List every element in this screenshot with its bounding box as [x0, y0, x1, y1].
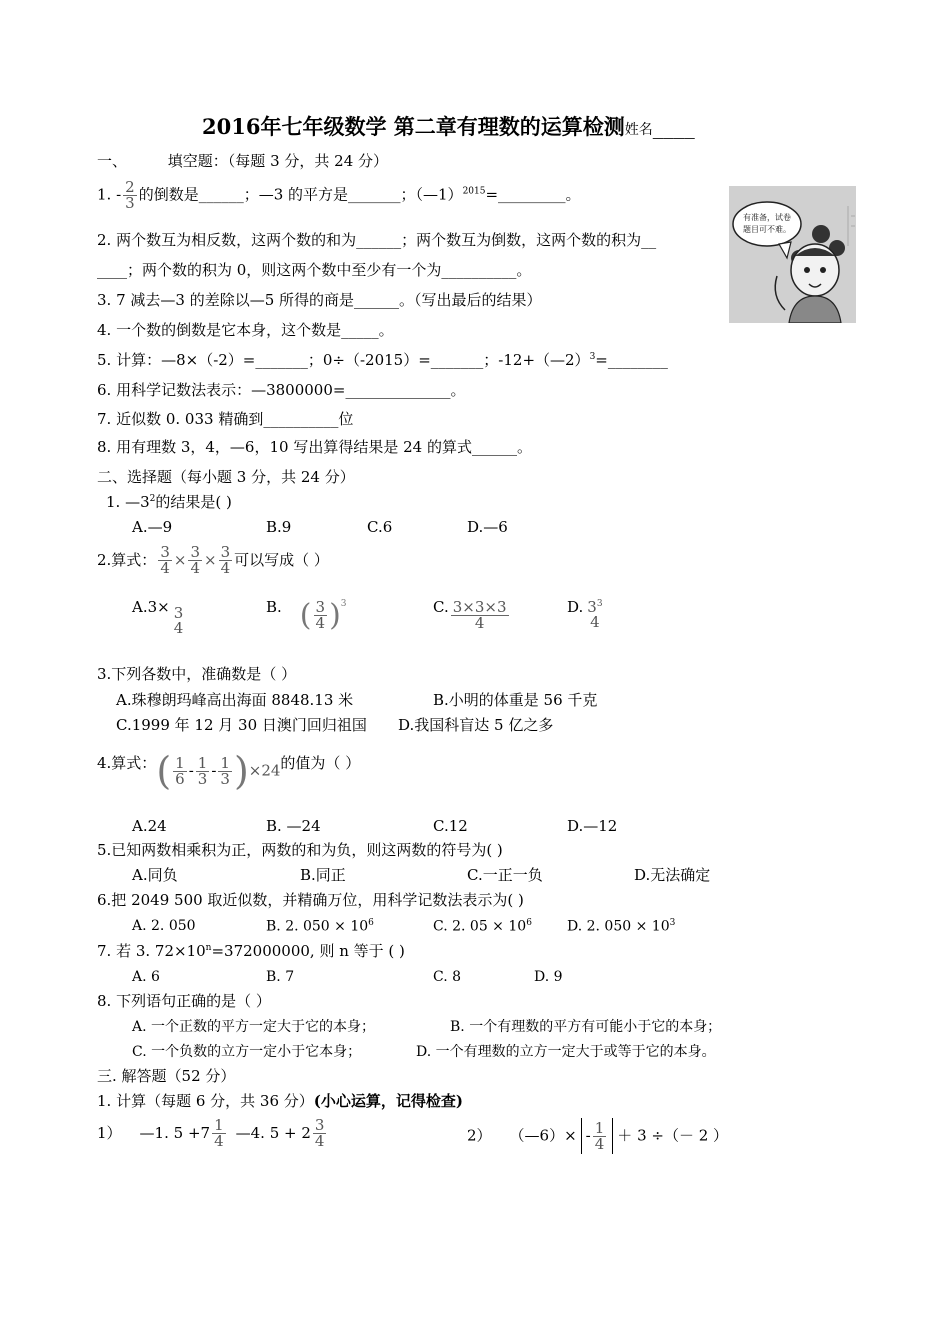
- right-paren-icon: ): [233, 749, 249, 793]
- s2q2-b-exp: 3: [340, 599, 347, 609]
- s2q2-f2-num: 3: [190, 543, 200, 561]
- s2q2-frac-1: [158, 545, 172, 576]
- s3p2-term-1: （—6）×: [509, 1126, 577, 1145]
- q5-text-b: =________: [595, 351, 668, 369]
- s3p1-m2-den: 4: [314, 1132, 325, 1150]
- s2q4-option-c[interactable]: C.12: [433, 817, 468, 835]
- s2q2-b-label: B.: [266, 598, 282, 616]
- s2-question-2: [97, 545, 329, 576]
- s2q2-a-num: 3: [173, 604, 184, 622]
- s2q2-d-exp: 3: [596, 599, 603, 609]
- s3-sub-emphasis: (小心运算，记得检查): [313, 1092, 463, 1110]
- s2q2-option-c[interactable]: [433, 600, 511, 631]
- s2q6-d-exp: 3: [669, 918, 676, 928]
- s3p2-label: 2）: [467, 1126, 492, 1145]
- s2q2-times-1: ×: [173, 551, 187, 569]
- s3-sub-text: 1. 计算（每题 6 分，共 36 分）: [97, 1092, 314, 1110]
- s1-question-5: [97, 353, 668, 368]
- title-text: 2016年七年级数学 第二章有理数的运算检测: [202, 114, 625, 139]
- cartoon-image: [729, 186, 856, 323]
- s2-question-5: 5.已知两数相乘积为正，两数的和为负，则这两数的符号为( ): [97, 841, 503, 859]
- s3p1-label: 1）: [97, 1124, 122, 1142]
- s2q2-d-den: 4: [590, 613, 600, 631]
- s3p2-f-num: 1: [594, 1118, 605, 1137]
- s2-question-1: [106, 495, 232, 510]
- s2q1-text-b: 的结果是( ): [155, 493, 232, 511]
- q1-text-a: 的倒数是______；—3 的平方是_______；（—1）: [138, 185, 463, 204]
- s2q4-minus-2: -: [211, 761, 217, 780]
- s2q7-exp: n: [205, 943, 212, 953]
- s2q2-c-label: C.: [433, 598, 449, 616]
- section1-title: 填空题：（每题 3 分，共 24 分）: [167, 152, 389, 170]
- s2q4-option-a[interactable]: A.24: [132, 817, 167, 835]
- s2q6-c-exp: 6: [526, 918, 532, 928]
- s3p2-minus: -: [585, 1126, 591, 1145]
- s1-question-2-line1: 2. 两个数互为相反数，这两个数的和为______；两个数互为倒数，这两个数的积为__: [97, 231, 657, 249]
- s3-problem-1: [97, 1118, 328, 1149]
- right-paren-icon: ): [329, 597, 341, 633]
- section2-heading: 二、选择题（每小题 3 分，共 24 分）: [97, 468, 355, 486]
- cartoon-girl-icon: [729, 186, 856, 323]
- s1-question-4: 4. 一个数的倒数是它本身，这个数是_____。: [97, 321, 394, 339]
- s3p2-term-2: ＋ 3 ÷（－ 2 ）: [617, 1126, 729, 1145]
- s2q4-option-d[interactable]: D.—12: [567, 817, 618, 835]
- s2q2-option-b[interactable]: [266, 597, 347, 633]
- q5-exponent: 3: [589, 352, 596, 362]
- s2q2-c-num: 3×3×3: [452, 598, 507, 616]
- cartoon-speech-1: 有准备，试卷: [743, 213, 791, 222]
- s2q2-f3-num: 3: [220, 543, 231, 561]
- q1-exponent: 2015: [462, 186, 486, 197]
- abs-bar-left-icon: [581, 1118, 582, 1154]
- s2q4-f2-den: 3: [197, 769, 208, 788]
- q1-fraction: [123, 180, 137, 211]
- s2q2-d-frac: [585, 600, 604, 630]
- s2q2-f1-num: 3: [160, 543, 170, 561]
- s2-question-4: [97, 749, 361, 793]
- s2q2-b-frac: [314, 600, 328, 631]
- s2q6-b-exp: 6: [368, 918, 374, 928]
- s3p2-frac: [593, 1118, 607, 1153]
- q1-prefix: 1. -: [97, 185, 122, 204]
- s3p1-term-2: —4. 5 + 2: [235, 1124, 311, 1142]
- s1-question-7: 7. 近似数 0. 033 精确到__________位: [97, 410, 354, 428]
- page-title: [202, 116, 695, 138]
- s2q3-option-a[interactable]: A.珠穆朗玛峰高出海面 8848.13 米: [116, 691, 354, 709]
- s2q1-option-d[interactable]: D.—6: [467, 518, 508, 536]
- s2-question-8: 8. 下列语句正确的是（ ）: [97, 992, 271, 1010]
- s3-subheading: [97, 1094, 463, 1109]
- left-paren-icon: (: [299, 597, 312, 633]
- s2q2-frac-2: [188, 545, 202, 576]
- s2q4-f1-num: 1: [175, 753, 185, 772]
- s2-question-7: [97, 944, 405, 959]
- s2q4-f3-num: 1: [220, 753, 230, 772]
- s2q4-f2-num: 1: [197, 753, 208, 772]
- s2q4-suffix: 的值为（ ）: [280, 754, 361, 772]
- s3p1-m1-num: 1: [214, 1116, 224, 1134]
- s2q2-option-d[interactable]: [567, 600, 607, 630]
- s2q1-option-c[interactable]: C.6: [367, 518, 393, 536]
- s2q2-f2-den: 4: [190, 559, 200, 577]
- s2q7-option-b[interactable]: B. 7: [266, 969, 295, 985]
- section1-number: 一、: [97, 152, 128, 170]
- s1-question-2-line2: ____；两个数的积为 0，则这两个数中至少有一个为__________。: [97, 261, 532, 279]
- s2-question-3: 3.下列各数中，准确数是（ ）: [97, 665, 297, 683]
- s2q3-option-c[interactable]: C.1999 年 12 月 30 日澳门回归祖国: [116, 716, 367, 734]
- s2q4-frac-3: [218, 753, 232, 788]
- s2q8-option-d[interactable]: D. 一个有理数的立方一定大于或等于它的本身。: [416, 1044, 716, 1060]
- s2q7-option-a[interactable]: A. 6: [132, 969, 160, 985]
- abs-bar-right-icon: [612, 1118, 613, 1154]
- s2q4-f3-den: 3: [220, 769, 230, 788]
- s2q2-d-num: 3: [587, 598, 597, 616]
- s3p1-term-1: —1. 5 +7: [139, 1124, 211, 1142]
- s2q2-c-den: 4: [474, 614, 485, 632]
- s2q6-option-b[interactable]: [266, 919, 374, 934]
- q5-text-a: 5. 计算：—8×（-2）=_______；0÷（-2015）=_______；-12+（—2）: [97, 351, 590, 369]
- s3p1-m2-num: 3: [314, 1116, 325, 1134]
- s1-question-6: 6. 用科学记数法表示：—3800000=______________。: [97, 381, 466, 399]
- s2q2-a-label: A.3×: [132, 598, 170, 616]
- q1-frac-num: 2: [125, 178, 135, 196]
- s2q4-times24: ×24: [248, 761, 281, 780]
- s2q4-minus-1: -: [188, 761, 194, 780]
- s2q2-option-a[interactable]: [132, 600, 187, 636]
- section1-heading: [97, 154, 388, 169]
- s2q7-option-c[interactable]: C. 8: [433, 969, 462, 985]
- s2q4-frac-1: [173, 753, 187, 788]
- s2q4-f1-den: 6: [175, 769, 185, 788]
- s2q2-frac-3: [219, 545, 233, 576]
- s2q7-text-a: 7. 若 3. 72×10: [97, 942, 206, 960]
- section3-heading: 三. 解答题（52 分）: [97, 1067, 236, 1085]
- s1-question-8: 8. 用有理数 3，4，—6，10 写出算得结果是 24 的算式______。: [97, 438, 532, 456]
- s3p1-mixed-2: [313, 1118, 327, 1149]
- s2q5-option-d[interactable]: D.无法确定: [634, 866, 711, 884]
- cartoon-speech-2: 题目可不难。: [743, 225, 791, 234]
- s2q6-option-d[interactable]: [567, 919, 675, 934]
- s2q6-option-a[interactable]: [132, 919, 196, 933]
- s2q7-text-b: =372000000, 则 n 等于 ( ): [211, 942, 405, 960]
- s2q8-option-c[interactable]: C. 一个负数的立方一定小于它本身；: [132, 1044, 362, 1060]
- s2q2-suffix: 可以写成（ ）: [234, 551, 329, 569]
- s2q7-option-d[interactable]: D. 9: [534, 969, 563, 985]
- s2q2-d-label: D.: [567, 598, 584, 616]
- s2q2-f3-den: 4: [220, 559, 231, 577]
- s2q2-prefix: 2.算式：: [97, 551, 157, 569]
- s2q1-exponent: 2: [149, 494, 156, 504]
- name-blank[interactable]: ____: [652, 115, 695, 139]
- s2q5-option-b[interactable]: B.同正: [300, 866, 346, 884]
- s2q4-option-b[interactable]: B. —24: [266, 817, 321, 835]
- s2q2-times-2: ×: [203, 551, 217, 569]
- s2q1-option-a[interactable]: A.—9: [132, 518, 173, 536]
- s2q5-option-c[interactable]: C.一正一负: [467, 866, 543, 884]
- s3p1-m1-den: 4: [214, 1132, 224, 1150]
- s2q3-option-d[interactable]: D.我国科盲达 5 亿之多: [398, 716, 554, 734]
- s2q6-a-text: A. 2. 050: [132, 918, 196, 934]
- s2q2-c-frac: [451, 600, 509, 631]
- s2q1-text-a: 1. —3: [106, 493, 150, 511]
- s2q2-f1-den: 4: [160, 559, 170, 577]
- s2q4-frac-2: [196, 753, 210, 788]
- s3p2-f-den: 4: [594, 1134, 605, 1153]
- s2q8-option-a[interactable]: A. 一个正数的平方一定大于它的本身；: [132, 1019, 376, 1035]
- s2q2-a-den: 4: [173, 619, 184, 637]
- s2q2-b-num: 3: [315, 598, 326, 616]
- q1-text-b: =_________。: [485, 185, 581, 204]
- s2-question-6: 6.把 2049 500 取近似数，并精确万位，用科学记数法表示为( ): [97, 891, 524, 909]
- s2q6-c-text: C. 2. 05 × 10: [433, 918, 527, 935]
- s2q6-option-c[interactable]: [433, 919, 532, 934]
- s2q6-b-text: B. 2. 050 × 10: [266, 918, 369, 935]
- left-paren-icon: (: [156, 749, 172, 793]
- s3-problem-2: [467, 1118, 728, 1154]
- s2q5-option-a[interactable]: A.同负: [132, 866, 178, 884]
- s2q1-option-b[interactable]: B.9: [266, 518, 292, 536]
- s2q3-option-b[interactable]: B.小明的体重是 56 千克: [433, 691, 598, 709]
- s2q4-prefix: 4.算式：: [97, 754, 157, 772]
- s2q2-a-frac: [172, 606, 186, 636]
- s2q8-option-b[interactable]: B. 一个有理数的平方有可能小于它的本身；: [450, 1019, 722, 1035]
- s1-question-3: 3. 7 减去—3 的差除以—5 所得的商是______。（写出最后的结果）: [97, 291, 542, 309]
- q1-frac-den: 3: [125, 194, 135, 212]
- name-label: 姓名: [624, 122, 653, 138]
- s2q6-d-text: D. 2. 050 × 10: [567, 918, 670, 935]
- s3p1-mixed-1: [212, 1118, 226, 1149]
- s2q2-b-den: 4: [315, 614, 326, 632]
- s1-question-1: [97, 180, 581, 211]
